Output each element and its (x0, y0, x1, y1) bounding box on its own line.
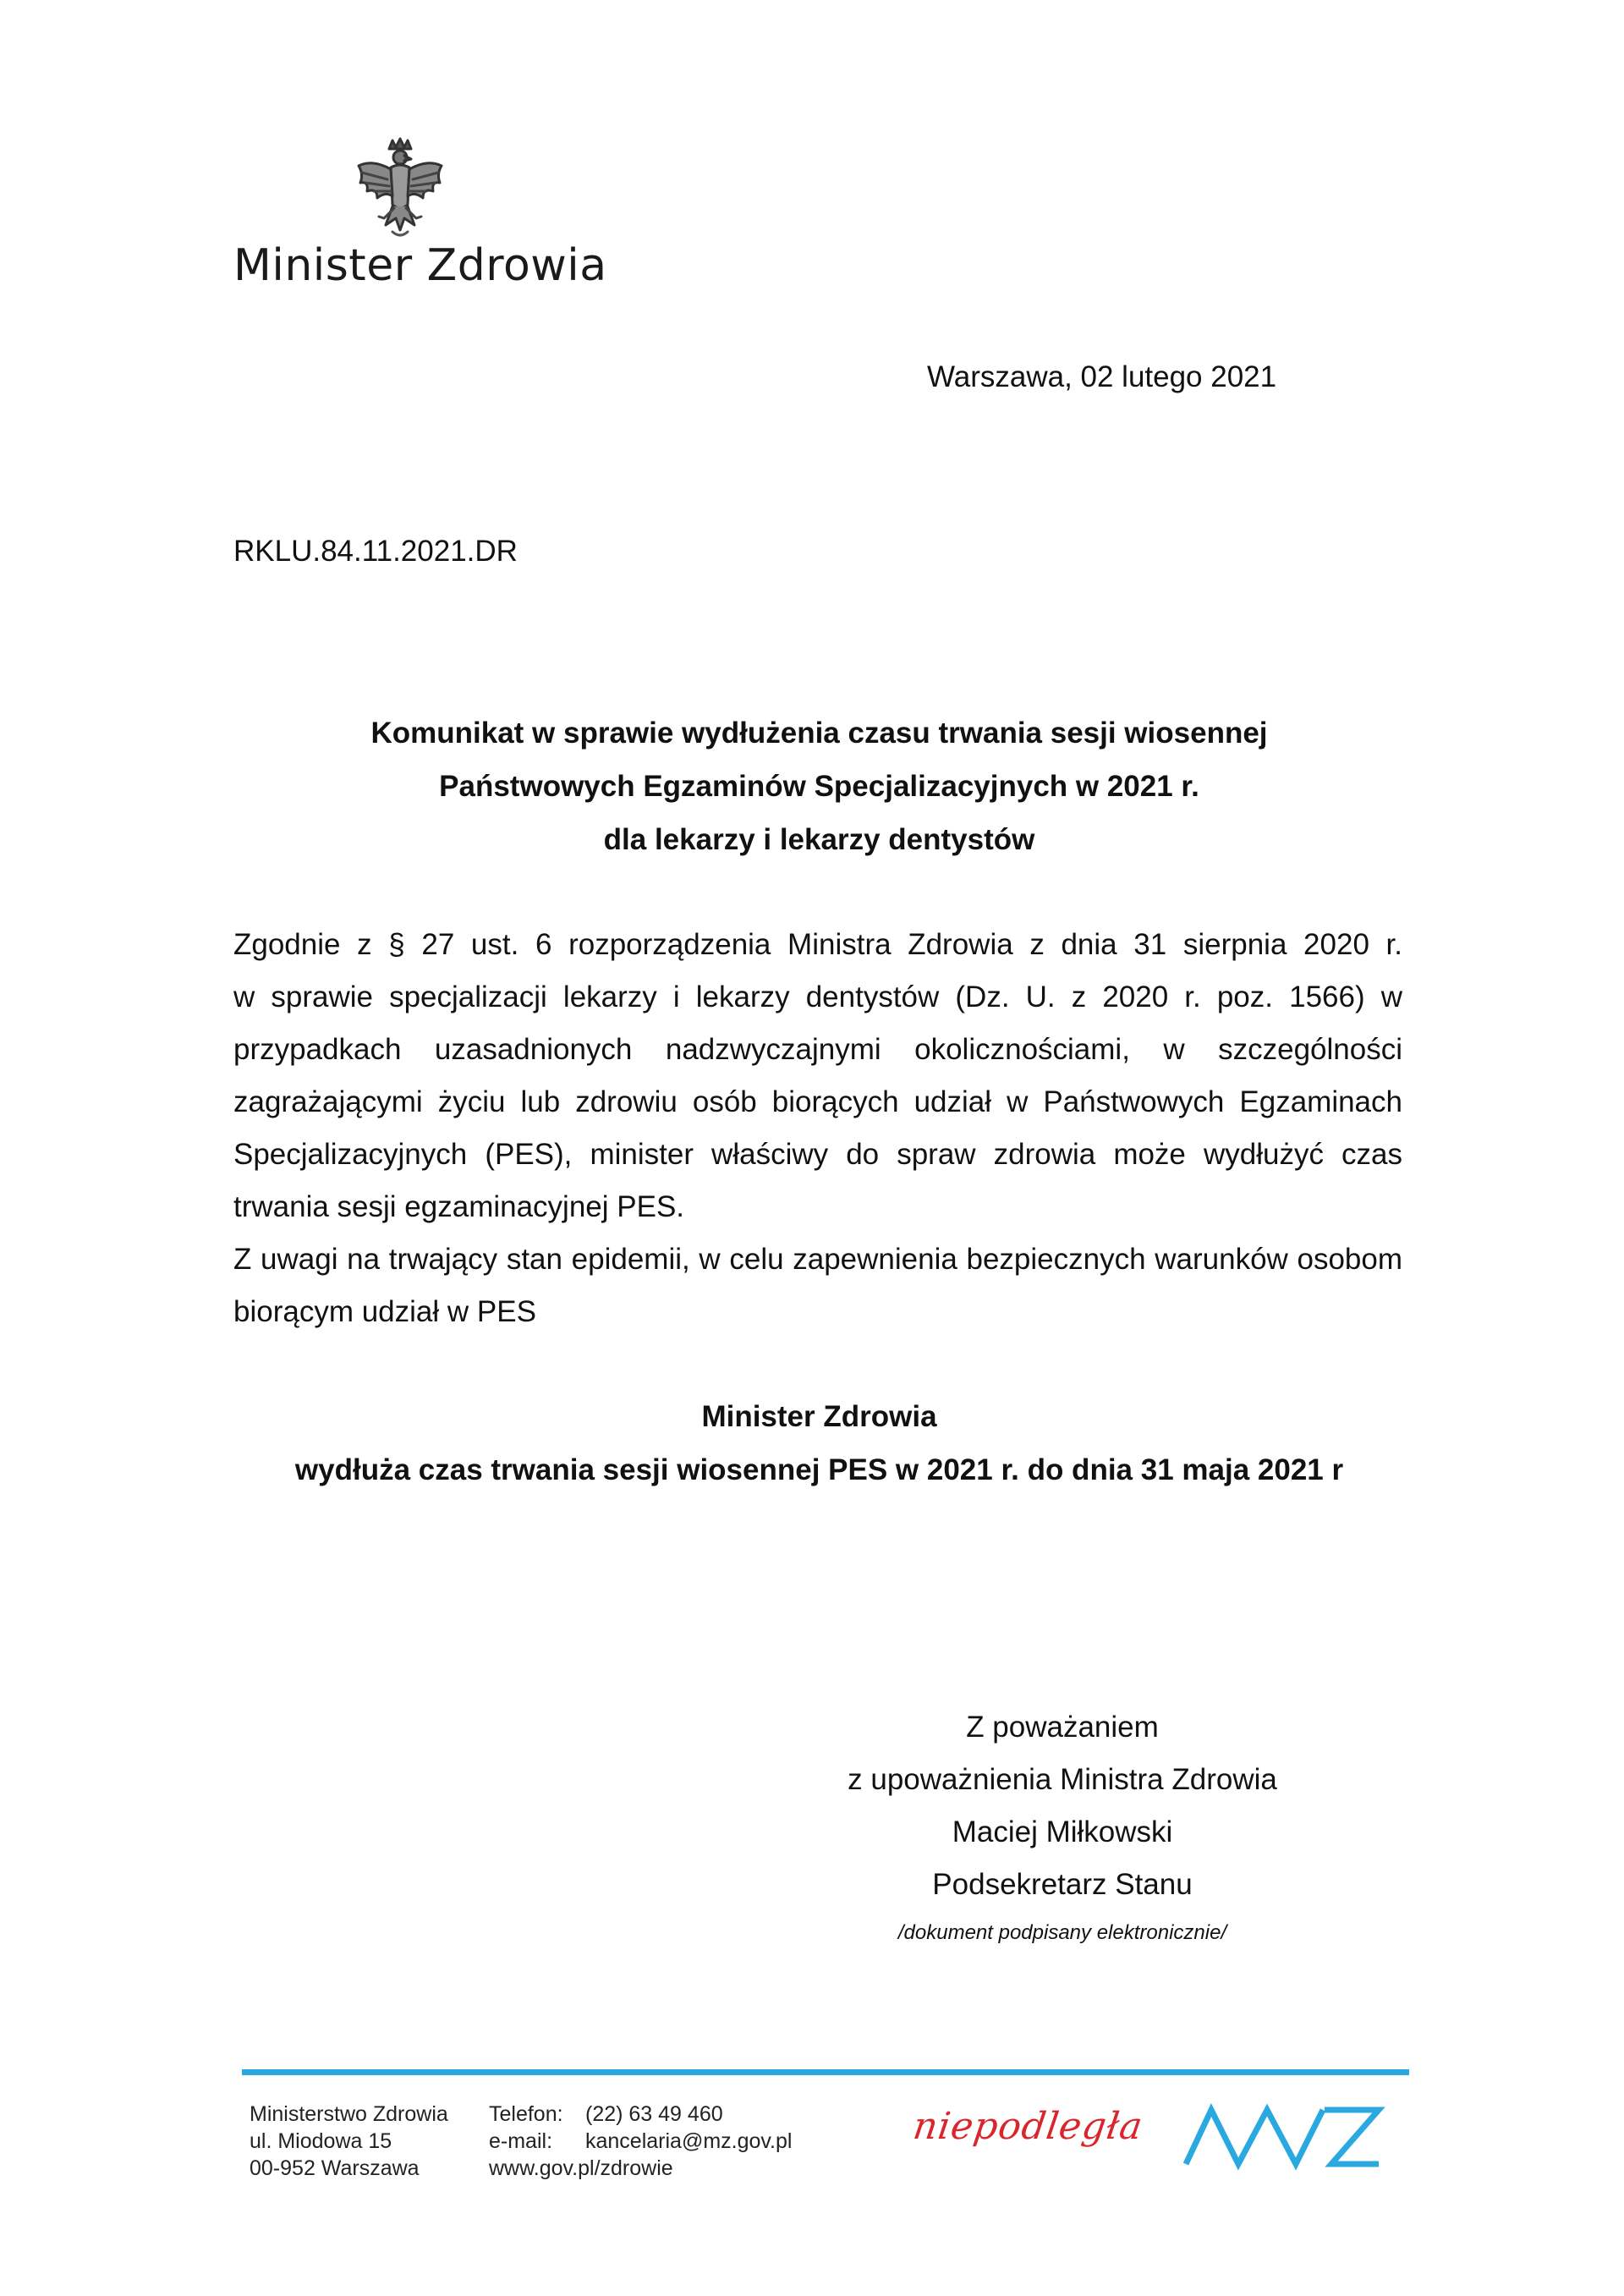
body-text-line: Zgodnie z § 27 ust. 6 rozporządzenia Ministra Zdrowia z dnia 31 sierpnia 2020 r. (233, 928, 1402, 961)
reference-number: RKLU.84.11.2021.DR (233, 535, 518, 568)
footer-website: www.gov.pl/zdrowie (489, 2156, 673, 2180)
decision-heading: Minister Zdrowia (701, 1400, 937, 1433)
body-text-line: w sprawie specjalizacji lekarzy i lekarzy dentystów (Dz. U. z 2020 r. poz. 1566) w (233, 980, 1402, 1013)
footer-address-line: ul. Miodowa 15 (250, 2129, 392, 2153)
body-text-line: trwania sesji egzaminacyjnej PES. (233, 1190, 685, 1223)
body-text-line: biorącym udział w PES (233, 1295, 536, 1328)
footer-email-label: e-mail: (489, 2129, 553, 2153)
polish-eagle-icon (354, 137, 447, 244)
electronic-signature-note: /dokument podpisany elektronicznie/ (897, 1921, 1227, 1944)
document-title-line: Państwowych Egzaminów Specjalizacyjnych w 2021 r. (439, 770, 1199, 803)
decision-text: wydłuża czas trwania sesji wiosennej PES w 2021 r. do dnia 31 maja 2021 r (294, 1453, 1344, 1486)
footer-address-line: Ministerstwo Zdrowia (250, 2102, 448, 2126)
document-date: Warszawa, 02 lutego 2021 (927, 360, 1277, 393)
body-text-line: Specjalizacyjnych (PES), minister właściwy do spraw zdrowia może wydłużyć czas (233, 1138, 1402, 1171)
header-title: Minister Zdrowia (233, 240, 607, 291)
signatory-position: Podsekretarz Stanu (932, 1868, 1193, 1901)
signature-closing: Z poważaniem (966, 1711, 1159, 1744)
footer-phone-label: Telefon: (489, 2102, 563, 2126)
body-text-line: Z uwagi na trwający stan epidemii, w celu zapewnienia bezpiecznych warunków osobom (233, 1243, 1402, 1276)
mz-logo-icon (1182, 2101, 1389, 2171)
body-text-line: przypadkach uzasadnionych nadzwyczajnymi okolicznościami, w szczególności (233, 1033, 1402, 1066)
footer-divider (242, 2069, 1409, 2075)
document-title-line: Komunikat w sprawie wydłużenia czasu trwania sesji wiosennej (370, 717, 1268, 750)
footer-address-line: 00-952 Warszawa (250, 2156, 420, 2180)
body-text-line: zagrażającymi życiu lub zdrowiu osób biorących udział w Państwowych Egzaminach (233, 1085, 1402, 1118)
footer-phone: (22) 63 49 460 (585, 2102, 723, 2126)
signatory-name: Maciej Miłkowski (952, 1815, 1173, 1848)
signature-authority: z upoważnienia Ministra Zdrowia (848, 1763, 1277, 1796)
footer-email: kancelaria@mz.gov.pl (585, 2129, 793, 2153)
document-title-line: dla lekarzy i lekarzy dentystów (603, 823, 1035, 856)
niepodlegla-logo: niepodległa (910, 2105, 1146, 2148)
